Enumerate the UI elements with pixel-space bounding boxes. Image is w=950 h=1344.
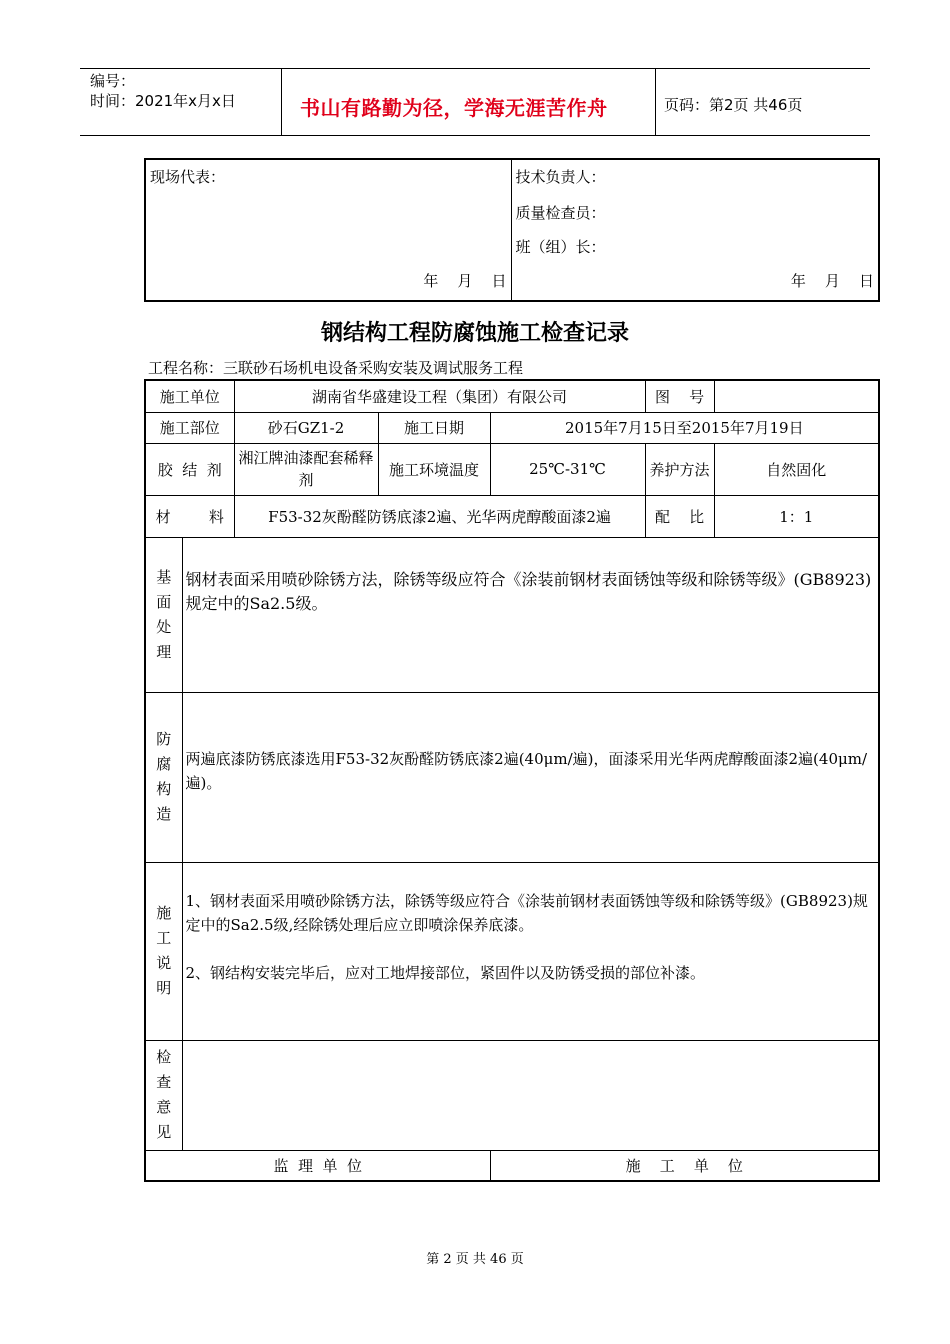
surface-treatment-text: 钢材表面采用喷砂除锈方法，除锈等级应符合《涂装前钢材表面锈蚀等级和除锈等级》(GB8923)规定中的Sa2.5级。 — [185, 569, 872, 613]
drawing-no-label: 图 号 — [645, 380, 714, 412]
header-divider-right — [655, 68, 656, 136]
row-surface-treatment — [145, 537, 879, 692]
inspection-opinion-content — [182, 1040, 879, 1150]
notes-label-char: 施 — [156, 904, 172, 922]
notes-label-char: 明 — [156, 979, 172, 997]
location-label: 施工部位 — [145, 412, 234, 443]
header-divider-left — [281, 68, 282, 136]
opinion-label-char: 检 — [156, 1048, 172, 1066]
row-anticorrosion — [145, 692, 879, 862]
signature-right-cell — [511, 159, 879, 301]
material-label: 材 料 — [145, 495, 234, 537]
binder-value: 湘江牌油漆配套稀释剂 — [234, 443, 378, 495]
binder-label: 胶 结 剂 — [145, 443, 234, 495]
team-leader-label: 班（组）长： — [515, 238, 606, 256]
anticorrosion-label — [145, 692, 182, 862]
supervision-unit-label: 监 理 单 位 — [145, 1150, 490, 1181]
signature-date-left: 年 月 日 — [423, 272, 507, 290]
anticorr-label-char: 防 — [156, 730, 172, 748]
row-inspection-opinion — [145, 1040, 879, 1150]
inspection-opinion-label — [145, 1040, 182, 1150]
signature-left-cell — [145, 159, 511, 301]
construction-notes-content — [182, 862, 879, 1040]
doc-time-label: 时间：2021年x月x日 — [90, 92, 236, 110]
doc-number-label: 编号： — [90, 72, 136, 90]
drawing-no-value — [714, 380, 879, 412]
construction-notes-label — [145, 862, 182, 1040]
construction-unit-footer-label: 施 工 单 位 — [490, 1150, 879, 1181]
surface-treatment-content — [182, 537, 879, 692]
header-bottom-rule — [80, 135, 870, 136]
notes-label-char: 工 — [156, 929, 172, 947]
surface-label-char: 理 — [156, 642, 172, 661]
inspection-table — [144, 379, 880, 1182]
notes-label-char: 说 — [156, 954, 172, 972]
quality-inspector-label: 质量检查员： — [515, 204, 606, 222]
surface-treatment-label — [145, 537, 182, 692]
construction-unit-label: 施工单位 — [145, 380, 234, 412]
curing-label: 养护方法 — [645, 443, 714, 495]
tech-lead-label: 技术负责人： — [515, 168, 606, 186]
location-value: 砂石GZ1-2 — [234, 412, 378, 443]
opinion-label-char: 意 — [156, 1098, 172, 1116]
construction-notes-text-2: 2、钢结构安装完毕后，应对工地焊接部位，紧固件以及防锈受损的部位补漆。 — [185, 963, 706, 982]
anticorrosion-content — [182, 692, 879, 862]
row-binder — [145, 443, 879, 495]
ratio-label: 配 比 — [645, 495, 714, 537]
row-signoff-units — [145, 1150, 879, 1181]
header-top-rule — [80, 68, 870, 69]
header-page-info: 页码：第2页 共46页 — [664, 96, 803, 114]
anticorrosion-text: 两遍底漆防锈底漆选用F53-32灰酚醛防锈底漆2遍(40μm/遍)，面漆采用光华两虎醇酸面漆2遍(40μm/遍)。 — [185, 750, 868, 792]
surface-label-char: 面 — [156, 592, 172, 611]
anticorr-label-char: 腐 — [156, 755, 172, 773]
opinion-label-char: 查 — [156, 1073, 172, 1091]
signature-table — [144, 158, 880, 302]
opinion-label-char: 见 — [156, 1123, 172, 1141]
material-value: F53-32灰酚醛防锈底漆2遍、光华两虎醇酸面漆2遍 — [234, 495, 645, 537]
row-construction-notes — [145, 862, 879, 1040]
signature-date-right: 年 月 日 — [790, 272, 874, 290]
row-location — [145, 412, 879, 443]
construction-unit-value: 湖南省华盛建设工程（集团）有限公司 — [234, 380, 645, 412]
surface-label-char: 处 — [156, 617, 172, 636]
site-rep-label: 现场代表： — [150, 168, 226, 186]
row-material — [145, 495, 879, 537]
row-construction-unit — [145, 380, 879, 412]
ratio-value: 1：1 — [714, 495, 879, 537]
date-label: 施工日期 — [378, 412, 490, 443]
temp-value: 25℃-31℃ — [490, 443, 645, 495]
surface-label-char: 基 — [156, 567, 172, 586]
header-motto: 书山有路勤为径，学海无涯苦作舟 — [300, 96, 608, 120]
page-footer: 第 2 页 共 46 页 — [426, 1252, 524, 1267]
anticorr-label-char: 构 — [156, 780, 172, 798]
temp-label: 施工环境温度 — [378, 443, 490, 495]
date-value: 2015年7月15日至2015年7月19日 — [490, 412, 879, 443]
anticorr-label-char: 造 — [156, 805, 172, 823]
record-title: 钢结构工程防腐蚀施工检查记录 — [320, 320, 629, 346]
curing-value: 自然固化 — [714, 443, 879, 495]
project-name: 工程名称：三联砂石场机电设备采购安装及调试服务工程 — [148, 359, 524, 377]
construction-notes-text-1: 1、钢材表面采用喷砂除锈方法，除锈等级应符合《涂装前钢材表面锈蚀等级和除锈等级》(GB8923)规定中的Sa2.5级,经除锈处理后应立即喷涂保养底漆。 — [185, 891, 868, 934]
